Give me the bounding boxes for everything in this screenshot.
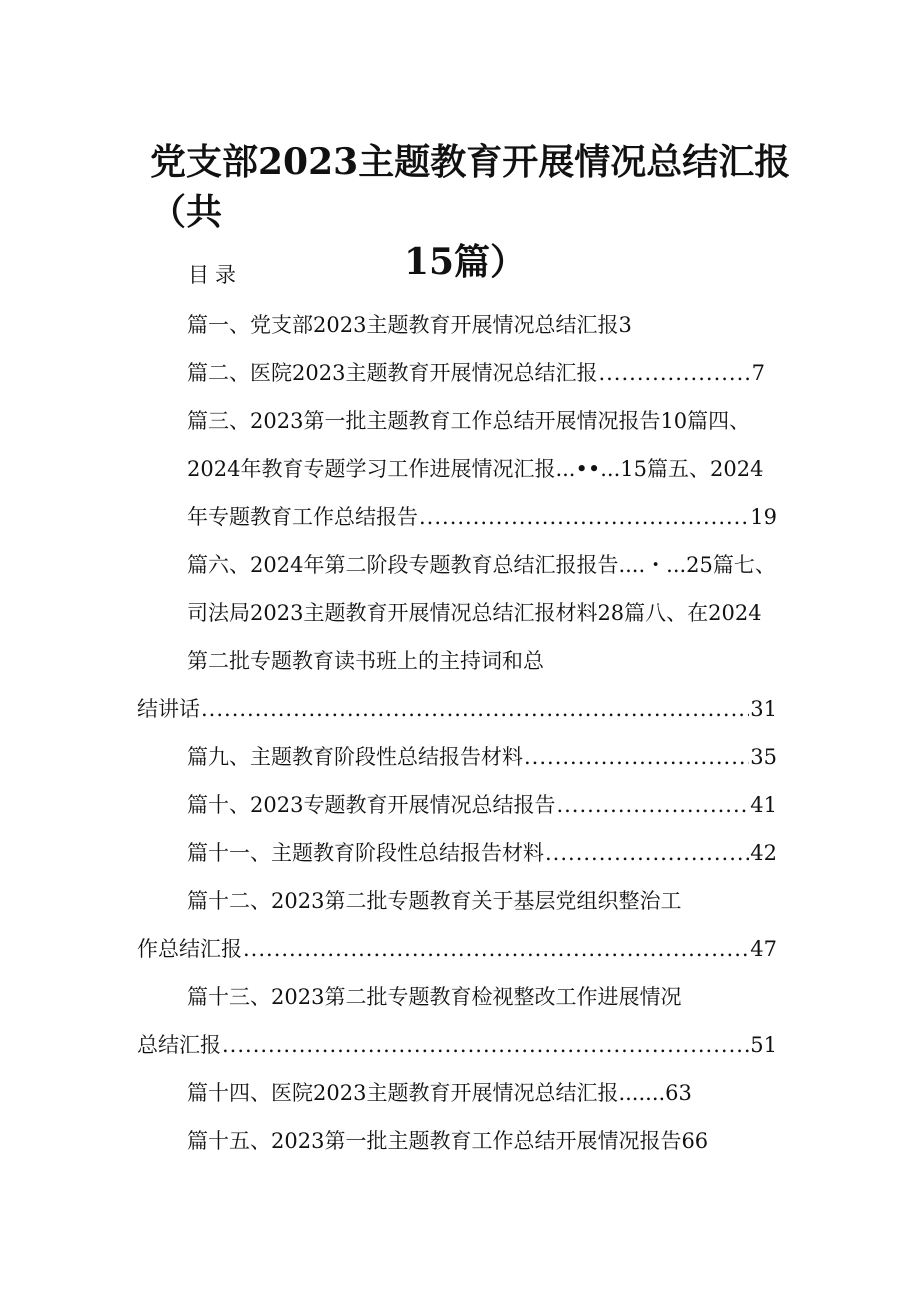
toc-line: 篇三、2023第一批主题教育工作总结开展情况报告10篇四、 (187, 409, 751, 433)
document-title (150, 137, 800, 287)
toc-line: 篇六、2024年第二阶段专题教育总结汇报报告....・...25篇七、 (187, 553, 776, 577)
toc-entry[interactable] (187, 502, 777, 532)
toc-line: 篇十四、医院2023主题教育开展情况总结汇报.......63 (187, 1081, 692, 1105)
toc-entry-page: 41 (750, 793, 777, 817)
title-line-2: 15篇） (403, 241, 527, 283)
dot-leader (545, 838, 749, 868)
dot-leader (201, 694, 749, 724)
toc-entry-title: 篇十、2023专题教育开展情况总结报告 (187, 793, 556, 817)
toc-entry-title: 篇十一、主题教育阶段性总结报告材料 (187, 841, 544, 865)
toc-entry-title: 结讲话 (137, 697, 200, 721)
toc-entry[interactable] (187, 838, 777, 868)
toc-entry-title: 篇二、医院2023主题教育开展情况总结汇报 (187, 361, 598, 385)
toc-entry-title: 年专题教育工作总结报告 (187, 505, 418, 529)
toc-entry[interactable] (137, 934, 777, 964)
toc-entry-title: 总结汇报 (137, 1033, 221, 1057)
dot-leader (222, 1030, 749, 1060)
toc-line: 2024年教育专题学习工作进展情况汇报...••...15篇五、2024 (187, 457, 764, 481)
toc-line: 篇一、党支部2023主题教育开展情况总结汇报3 (187, 313, 632, 337)
toc-entry-page: 31 (750, 697, 777, 721)
toc-entry-title: 篇九、主题教育阶段性总结报告材料 (187, 745, 523, 769)
toc-entry-page: 42 (750, 841, 777, 865)
title-line-1: 党支部2023主题教育开展情况总结汇报（共 (150, 141, 791, 233)
dot-leader (243, 934, 749, 964)
toc-entry-page: 51 (750, 1033, 777, 1057)
toc-line: 司法局2023主题教育开展情况总结汇报材料28篇八、在2024 (187, 601, 762, 625)
dot-leader (524, 742, 749, 772)
toc-entry-page: 19 (750, 505, 777, 529)
toc-entry-page: 35 (750, 745, 777, 769)
toc-entry[interactable] (187, 742, 777, 772)
toc-entry[interactable] (137, 1030, 777, 1060)
dot-leader (556, 790, 749, 820)
toc-entry[interactable] (187, 790, 777, 820)
toc-entry-page: 7 (751, 361, 765, 385)
toc-entry-title: 作总结汇报 (137, 937, 242, 961)
toc-entry[interactable] (137, 694, 777, 724)
toc-heading: 目录 (188, 263, 242, 287)
toc-line: 篇十三、2023第二批专题教育检视整改工作进展情况 (187, 985, 682, 1009)
toc-line: 篇十五、2023第一批主题教育工作总结开展情况报告66 (187, 1129, 709, 1153)
dot-leader (598, 358, 750, 388)
toc-entry-page: 47 (750, 937, 777, 961)
toc-line: 第二批专题教育读书班上的主持词和总 (187, 649, 544, 673)
toc-line: 篇十二、2023第二批专题教育关于基层党组织整治工 (187, 889, 682, 913)
dot-leader (419, 502, 749, 532)
toc-entry[interactable] (187, 358, 765, 388)
